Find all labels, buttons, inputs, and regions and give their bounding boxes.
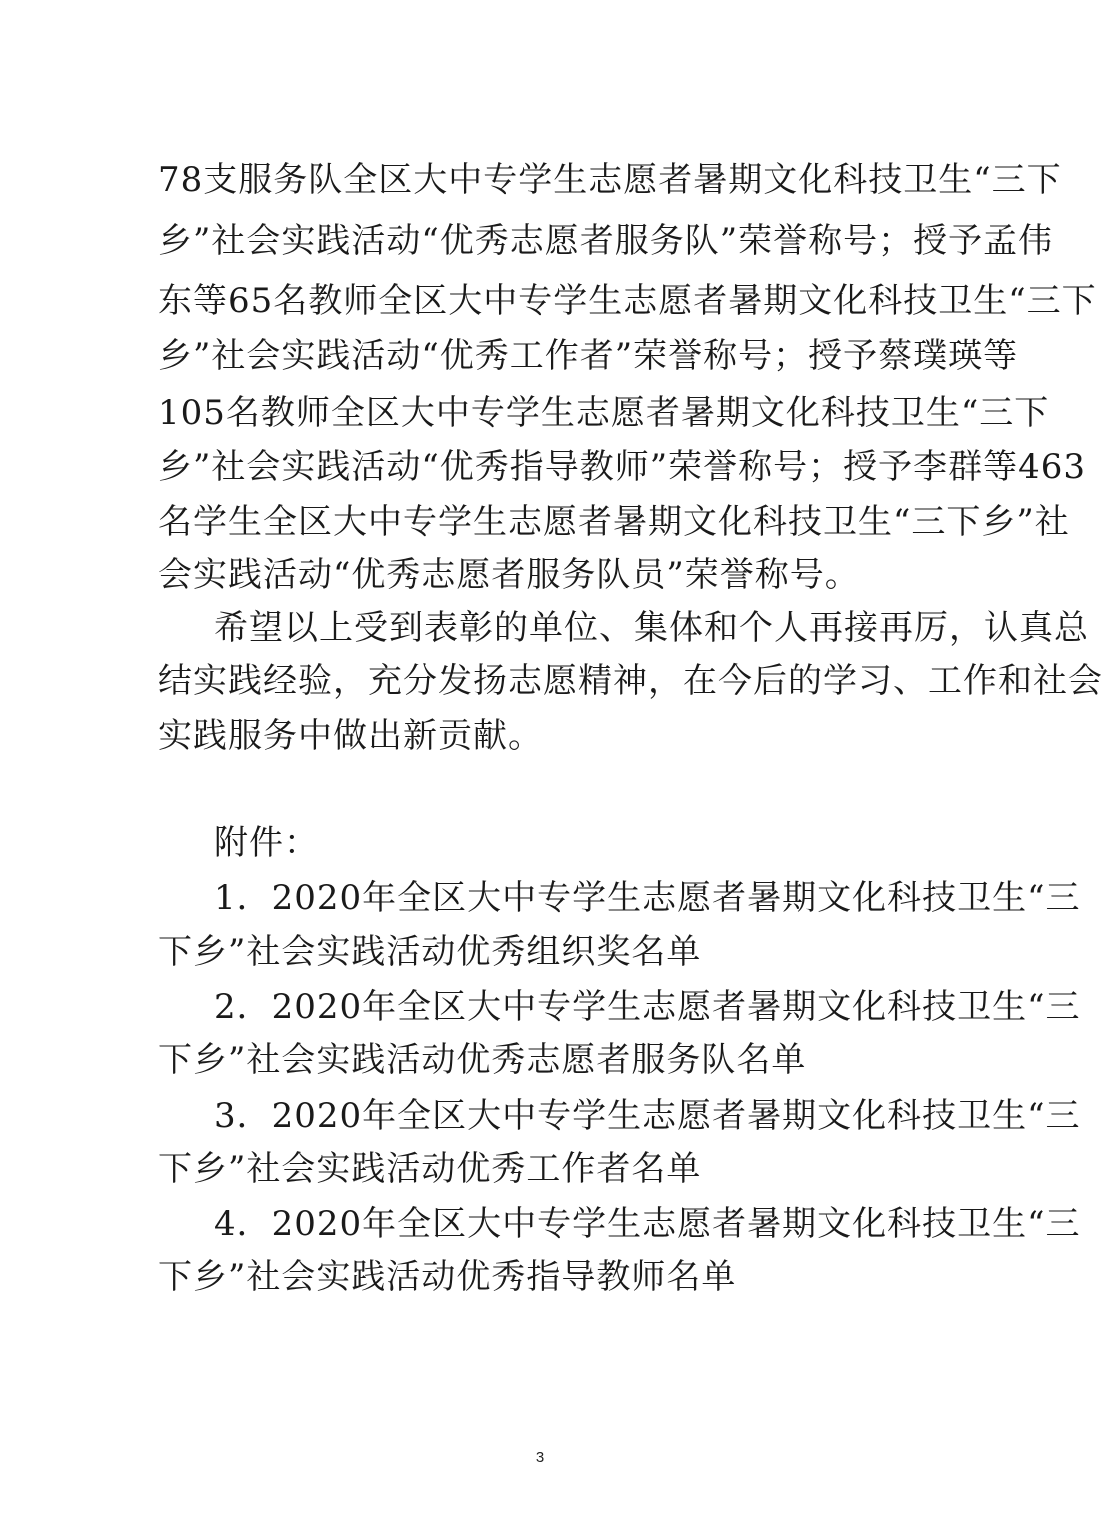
body-line: 会实践活动“优秀志愿者服务队员”荣誉称号。: [158, 555, 860, 595]
attachment-item-3-line2: 下乡”社会实践活动优秀工作者名单: [158, 1149, 702, 1189]
body-line: 东等65名教师全区大中专学生志愿者暑期文化科技卫生“三下: [158, 281, 1097, 321]
page-number: 3: [535, 1449, 545, 1466]
attachment-item-1-line1: 1．2020年全区大中专学生志愿者暑期文化科技卫生“三: [214, 878, 1081, 918]
body-line: 名学生全区大中专学生志愿者暑期文化科技卫生“三下乡”社: [158, 502, 1070, 542]
hope-line: 结实践经验，充分发扬志愿精神，在今后的学习、工作和社会: [158, 661, 1103, 701]
hope-line: 实践服务中做出新贡献。: [158, 716, 543, 756]
attachments-label: 附件：: [214, 823, 319, 863]
body-line: 78支服务队全区大中专学生志愿者暑期文化科技卫生“三下: [158, 160, 1062, 200]
attachment-item-4-line1: 4．2020年全区大中专学生志愿者暑期文化科技卫生“三: [214, 1204, 1081, 1244]
hope-line: 希望以上受到表彰的单位、集体和个人再接再厉，认真总: [214, 608, 1089, 648]
attachment-item-2-line2: 下乡”社会实践活动优秀志愿者服务队名单: [158, 1040, 807, 1080]
attachment-item-4-line2: 下乡”社会实践活动优秀指导教师名单: [158, 1257, 737, 1297]
attachment-item-2-line1: 2．2020年全区大中专学生志愿者暑期文化科技卫生“三: [214, 987, 1081, 1027]
body-line: 105名教师全区大中专学生志愿者暑期文化科技卫生“三下: [158, 393, 1050, 433]
body-line: 乡”社会实践活动“优秀指导教师”荣誉称号；授予李群等463: [158, 447, 1087, 487]
body-line: 乡”社会实践活动“优秀志愿者服务队”荣誉称号；授予孟伟: [158, 221, 1054, 261]
attachment-item-1-line2: 下乡”社会实践活动优秀组织奖名单: [158, 932, 702, 972]
attachment-item-3-line1: 3．2020年全区大中专学生志愿者暑期文化科技卫生“三: [214, 1096, 1081, 1136]
body-line: 乡”社会实践活动“优秀工作者”荣誉称号；授予蔡璞瑛等: [158, 336, 1019, 376]
